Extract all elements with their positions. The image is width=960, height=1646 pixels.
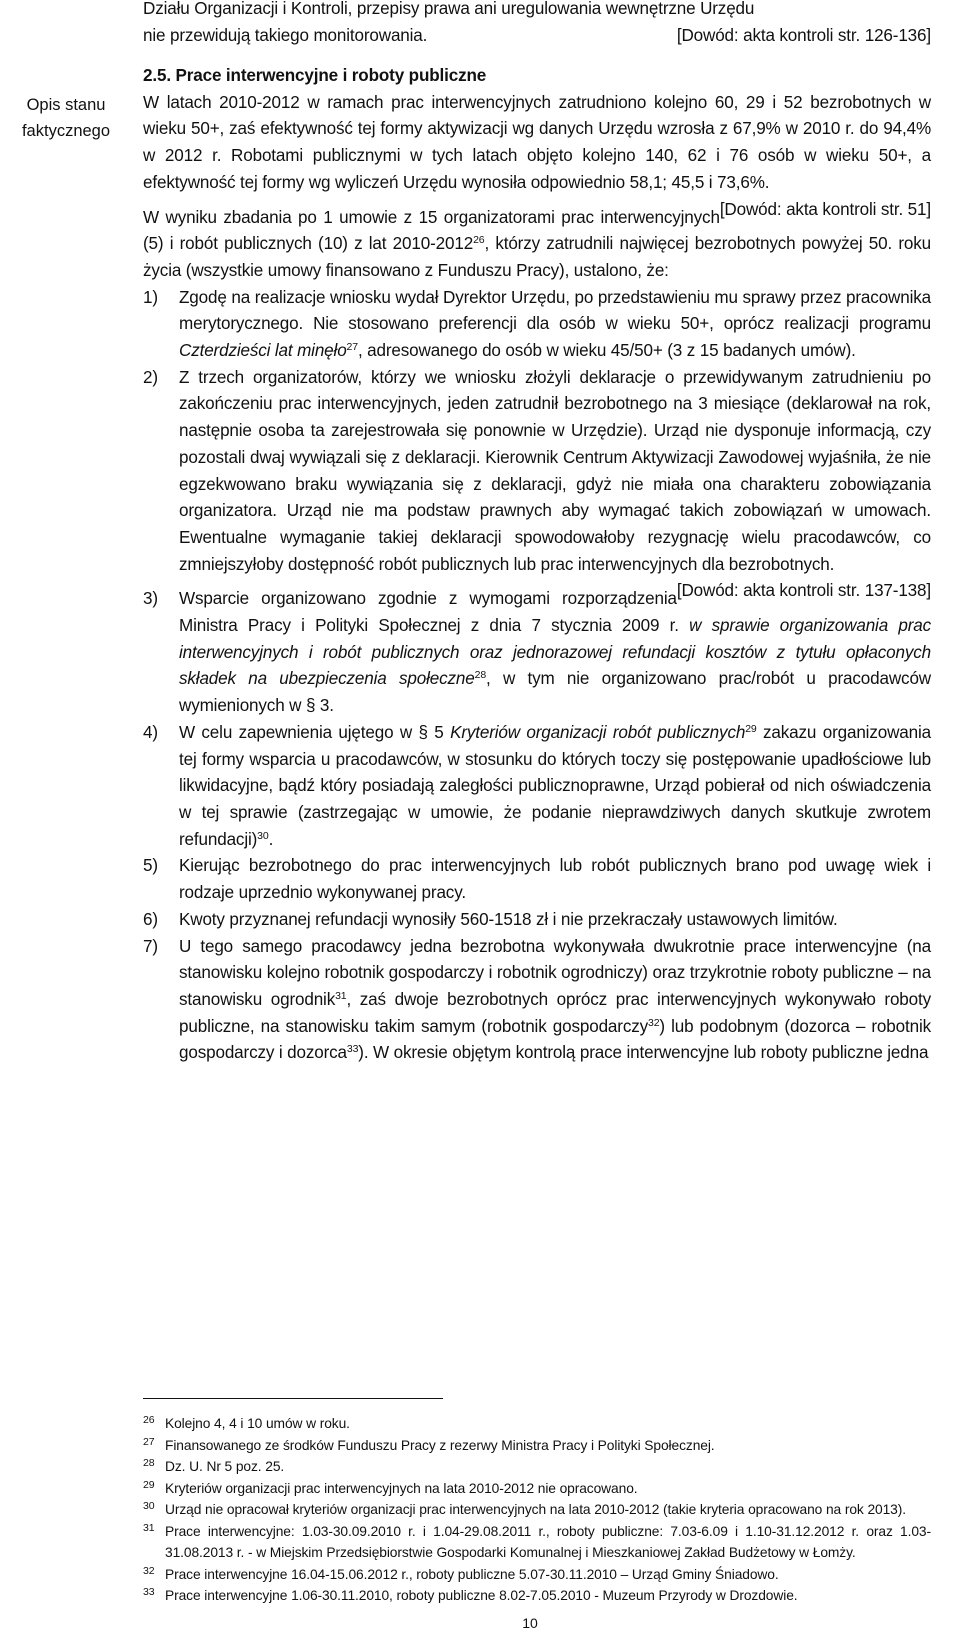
list-item-text: Kwoty przyznanej refundacji wynosiły 560-1518 zł i nie przekraczały ustawowych limitów. — [179, 909, 838, 929]
list-item-text: zakazu organizowania tej formy wsparcia u pracodawców, w stosunku do których toczy się postępowanie upadłościowe lub likwidacyjne, bądź który posiadają zaległości publicznoprawne, Urząd pobierał od nich oświadczenia w tej sprawie (zastrzegając w umowie, że podanie nieprawdziwych danych skutkuje zwrotem refundacji) — [179, 722, 931, 849]
list-item-text: Kierując bezrobotnego do prac interwencyjnych lub robót publicznych brano pod uwagę wiek i rodzaje uprzednio wykonywanej pracy. — [179, 856, 931, 903]
intro-line-2-text: nie przewidują takiego monitorowania. — [143, 25, 428, 45]
footnote-text: Kolejno 4, 4 i 10 umów w roku. — [165, 1416, 350, 1431]
page-number: 10 — [522, 1615, 538, 1631]
list-item-text: ) lub podobnym (dozorca – robotnik gospodarczy i dozorca — [179, 1016, 932, 1063]
footnote-ref-26[interactable]: 26 — [473, 234, 485, 247]
side-label — [0, 92, 132, 144]
footnote-33 — [143, 1585, 931, 1607]
footnote-separator — [143, 1398, 443, 1399]
list-item-source: [Dowód: akta kontroli str. 137-138] — [676, 581, 931, 601]
list-item-italic: Czterdzieści lat minęło — [179, 341, 347, 361]
list-item — [143, 285, 931, 365]
footnote-ref-32[interactable]: 32 — [648, 1016, 660, 1029]
paragraph-1-text-a: W latach 2010-2012 w ramach prac interwencyjnych zatrudniono kolejno 60, 29 i 52 bezrobotnych w wieku 50+, zaś efektywność tej formy aktywizacji wg danych Urzędu wzrosła z 67,9% w 2010 r. do 94,4% w 2012 r. — [143, 92, 931, 166]
list-item-number: 4) — [143, 722, 158, 742]
footnote-30 — [143, 1499, 931, 1521]
footnote-text: Prace interwencyjne 16.04-15.06.2012 r., roboty publiczne 5.07-30.11.2010 – Urząd Gminy Śniadowo. — [165, 1566, 779, 1582]
list-item — [143, 365, 931, 601]
list-item — [143, 934, 931, 1068]
footnote-number: 30 — [143, 1500, 155, 1512]
footnote-number: 29 — [143, 1478, 155, 1491]
footnote-number: 28 — [143, 1457, 155, 1469]
footnote-text: Finansowanego ze środków Funduszu Pracy z rezerwy Ministra Pracy i Polityki Społecznej. — [165, 1437, 715, 1453]
footnote-number: 31 — [143, 1521, 155, 1534]
footnote-number: 33 — [143, 1586, 155, 1598]
footnote-27 — [143, 1435, 931, 1457]
paragraph-1-text-b: Robotami publicznymi w tych latach objęto kolejno 140, 62 i 76 osób w wieku 50+, a efektywność tej formy wg wyliczeń Urzędu wynosiła odpowiednio 58,1; 45,5 i 73,6%. — [143, 146, 931, 192]
footnote-ref-31[interactable]: 31 — [335, 989, 347, 1002]
list-item-text: . — [268, 829, 274, 849]
footnote-number: 32 — [143, 1564, 155, 1577]
footnote-29 — [143, 1478, 931, 1500]
footnote-text: Kryteriów organizacji prac interwencyjnych na lata 2010-2012 nie opracowano. — [165, 1480, 638, 1496]
intro-line-1: Działu Organizacji i Kontroli, przepisy prawa ani uregulowania wewnętrzne Urzędu — [143, 0, 755, 18]
footnote-26 — [143, 1413, 931, 1435]
footnote-31 — [143, 1521, 931, 1564]
footnotes — [143, 1413, 931, 1607]
list-item — [143, 720, 931, 854]
list-item-text: W celu zapewnienia ujętego w § 5 — [179, 722, 451, 742]
list-item-text: , adresowanego do osób w wieku 45/50+ (3 z 15 badanych umów). — [357, 341, 856, 361]
footnote-number: 26 — [143, 1414, 155, 1426]
side-label-line-2: faktycznego — [21, 122, 111, 140]
footnote-ref-27[interactable]: 27 — [346, 341, 358, 354]
footnote-text: Dz. U. Nr 5 poz. 25. — [165, 1459, 285, 1474]
list-item-text: , zaś dwoje bezrobotnych oprócz prac interwencyjnych wykonywało roboty publiczne, na stanowisku takim samym (robotnik gospodarczy — [179, 989, 932, 1036]
list-item-number: 7) — [143, 936, 158, 956]
list-item-number: 6) — [143, 909, 158, 929]
list-item-text: , w tym nie organizowano prac/robót u pracodawców wymienionych w § 3. — [179, 669, 931, 716]
list-item-number: 1) — [143, 287, 158, 307]
footnote-ref-28[interactable]: 28 — [474, 669, 487, 682]
list-item — [143, 907, 931, 934]
footnote-ref-30[interactable]: 30 — [257, 829, 269, 842]
side-label-line-1: Opis stanu — [26, 96, 106, 114]
list-item-text: U tego samego pracodawcy jedna bezrobotna wykonywała dwukrotnie prace interwencyjne (na stanowisku kolejno robotnik gospodarczy i robotnik ogrodniczy) oraz trzykrotnie roboty publiczne – na stanowisku ogrodnik — [179, 936, 931, 1009]
footnote-ref-29[interactable]: 29 — [745, 722, 757, 735]
footnote-text: Prace interwencyjne 1.06-30.11.2010, roboty publiczne 8.02-7.05.2010 - Muzeum Przyrody w Drozdowie. — [165, 1588, 798, 1603]
footnote-number: 27 — [143, 1435, 155, 1448]
intro-line-2 — [143, 23, 931, 50]
list-item-italic: w sprawie organizowania prac interwencyjnych i robót publicznych oraz jednorazowej refundacji kosztów z tytułu opłaconych składek na ubezpieczenia społeczne — [179, 616, 931, 689]
footnote-32 — [143, 1564, 931, 1586]
findings-list — [143, 285, 931, 1067]
footnote-28 — [143, 1456, 931, 1478]
footnote-text: Prace interwencyjne: 1.03-30.09.2010 r. i 1.04-29.08.2011 r., roboty publiczne: 7.03-6.09 i 1.10-31.12.2012 r. oraz 1.03-31.08.2013 r. - w Miejskim Przedsiębiorstwie Gospodarki Komunalnej i Mieszkaniowej Zakład Budżetowy w Łomży. — [165, 1523, 931, 1560]
list-item — [143, 586, 931, 720]
list-item-italic: Kryteriów organizacji robót publicznych — [450, 722, 746, 742]
list-item-text: Wsparcie organizowano zgodnie z wymogami rozporządzenia Ministra Pracy i Polityki Społecznej z dnia 7 stycznia 2009 r. — [179, 589, 690, 636]
list-item-number: 2) — [143, 367, 158, 387]
footnote-text: Urząd nie opracował kryteriów organizacji prac interwencyjnych na lata 2010-2012 (takie kryteria opracowano na rok 2013). — [165, 1502, 906, 1517]
section-heading: 2.5. Prace interwencyjne i roboty publiczne — [143, 66, 487, 85]
intro-source: [Dowód: akta kontroli str. 126-136] — [676, 25, 931, 45]
list-item-text: Z trzech organizatorów, którzy we wniosku złożyli deklaracje o przewidywanym zatrudnieniu po zakończeniu prac interwencyjnych, jeden zatrudnił bezrobotnego na 3 miesiące (deklarował na rok, następnie osoba ta zarejestrowała się ponownie w Urzędzie). Urząd nie dysponuje informacją, czy pozostali dwaj wywiązali się z deklaracji. Kierownik Centrum Aktywizacji Zawodowej wyjaśniła, że nie egzekwowano braku wywiązania się z deklaracji, gdyż nie miała ona charakteru zobowiązania organizatora. Urząd nie ma podstaw prawnych aby wymagać takich zobowiązań w umowach. Ewentualne wymaganie takiej deklaracji spowodowałoby rezygnację wielu pracodawców, co zmniejszyłoby dostępność robót publicznych lub prac interwencyjnych dla bezrobotnych. — [179, 367, 931, 574]
paragraph-2-text-a: W wyniku zbadania po 1 umowie z 15 organizatorami prac interwencyjnych (5) i robót publicznych (10) z lat 2010-2012 — [143, 207, 720, 254]
intro-block — [143, 0, 931, 49]
paragraph-2-text-b: , którzy zatrudnili najwięcej bezrobotnych powyżej 50. roku życia (wszystkie umowy finansowano z Funduszu Pracy), ustalono, że: — [143, 234, 932, 280]
list-item-text: Zgodę na realizacje wniosku wydał Dyrektor Urzędu, po przedstawieniu mu sprawy przez pracownika merytorycznego. Nie stosowano preferencji dla osób w wieku 50+, oprócz realizacji programu — [179, 287, 931, 334]
footnote-ref-33[interactable]: 33 — [346, 1043, 359, 1056]
paragraph-1 — [143, 90, 931, 219]
list-item-number: 5) — [143, 856, 158, 876]
section-body — [143, 63, 931, 1067]
list-item-number: 3) — [143, 589, 158, 609]
list-item-text: ). W okresie objętym kontrolą prace interwencyjne lub roboty publiczne jedna — [358, 1043, 929, 1063]
paragraph-1-source: [Dowód: akta kontroli str. 51] — [719, 199, 931, 219]
list-item — [143, 853, 931, 906]
